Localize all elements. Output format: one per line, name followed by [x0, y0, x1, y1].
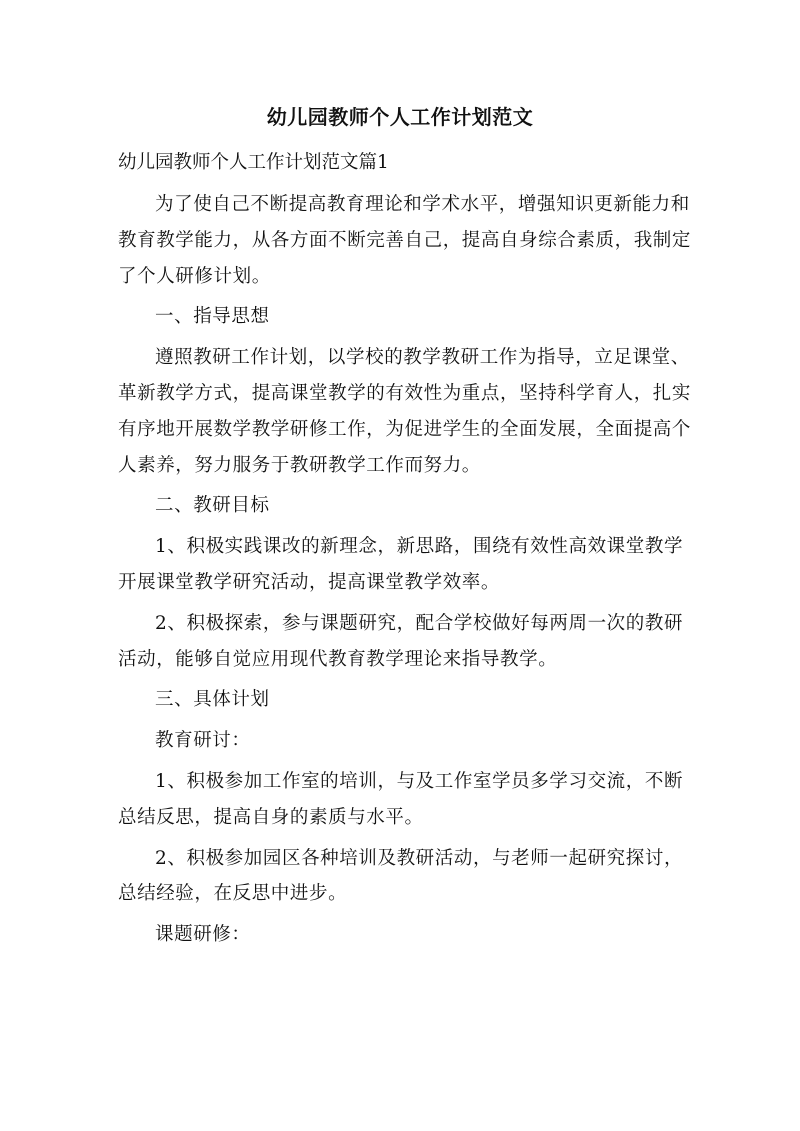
paragraph-intro: 为了使自己不断提高教育理论和学术水平，增强知识更新能力和教育教学能力，从各方面不断完善自己，提高自身综合素质，我制定了个人研修计划。 — [118, 194, 692, 287]
subheading-education-seminar: 教育研讨： — [155, 730, 251, 752]
heading-guiding-ideology: 一、指导思想 — [155, 306, 270, 328]
document-title: 幼儿园教师个人工作计划范文 — [266, 105, 534, 129]
subheading-project-research: 课题研修： — [155, 924, 251, 946]
heading-specific-plan: 三、具体计划 — [155, 689, 270, 711]
paragraph-goal-2: 2、积极探索，参与课题研究，配合学校做好每两周一次的教研活动，能够自觉应用现代教育教学理论来指导教学。 — [118, 612, 684, 670]
paragraph-goal-1: 1、积极实践课改的新理念，新思路，围绕有效性高效课堂教学开展课堂教学研究活动，提高课堂教学效率。 — [118, 536, 684, 593]
paragraph-guiding-ideology: 遵照教研工作计划，以学校的教学教研工作为指导，立足课堂、革新教学方式，提高课堂教学的有效性为重点，坚持科学育人，扎实有序地开展数学教学研修工作，为促进学生的全面发展，全面提高个人素养，努力服务于教研教学工作而努力。 — [118, 347, 692, 476]
paragraph-seminar-1: 1、积极参加工作室的培训，与及工作室学员多学习交流，不断总结反思，提高自身的素质与水平。 — [118, 770, 684, 828]
heading-research-goals: 二、教研目标 — [155, 495, 270, 517]
document-subtitle: 幼儿园教师个人工作计划范文篇1 — [118, 152, 389, 173]
paragraph-seminar-2: 2、积极参加园区各种培训及教研活动，与老师一起研究探讨，总结经验，在反思中进步。 — [118, 847, 684, 905]
document-body — [118, 187, 693, 953]
